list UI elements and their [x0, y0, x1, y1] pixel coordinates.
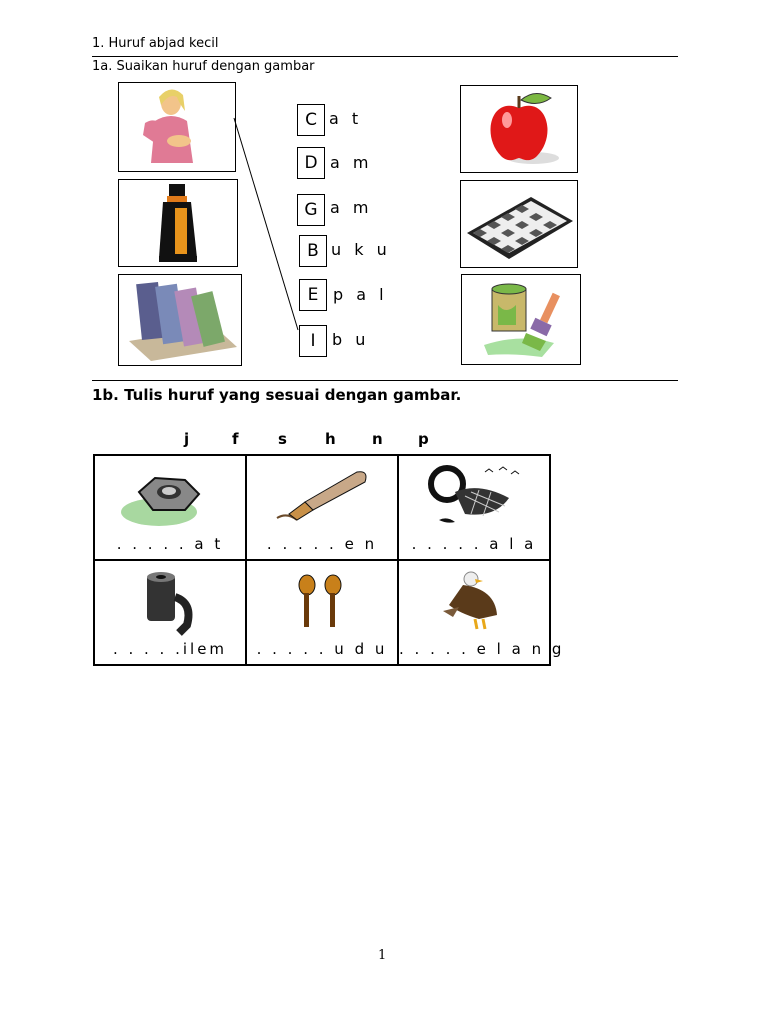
grid-cell: [94, 455, 246, 560]
word-rest: b u: [332, 330, 370, 349]
letter-box-d[interactable]: D: [297, 147, 325, 179]
eagle-icon: [399, 567, 549, 637]
word-rest: a m: [330, 198, 373, 217]
choice-letter: f: [232, 430, 239, 448]
grid-cell: [94, 560, 246, 665]
choice-letter: n: [372, 430, 383, 448]
word-rest: p a l: [333, 285, 388, 304]
letter-box-g[interactable]: G: [297, 194, 325, 226]
spoons-icon: [247, 567, 397, 637]
grid-cell: [398, 455, 550, 560]
chessboard-picture: [460, 180, 578, 268]
letter-box-b[interactable]: B: [299, 235, 327, 267]
choice-letter: h: [325, 430, 336, 448]
grid-cell: [398, 560, 565, 665]
pen-icon: [247, 462, 397, 532]
net-icon: [399, 462, 549, 532]
word-rest: u k u: [331, 240, 391, 259]
letter-box-e[interactable]: E: [299, 279, 327, 311]
divider: [92, 380, 678, 381]
word-caption: . . . . .ilem: [112, 640, 228, 658]
grid-cell: [246, 455, 398, 560]
word-caption: . . . . . e l a n g: [399, 640, 565, 658]
word-rest: a m: [330, 153, 373, 172]
letter-box-c[interactable]: C: [297, 104, 325, 136]
nut-icon: [95, 462, 245, 532]
word-caption: . . . . . a l a: [411, 535, 537, 553]
word-caption: . . . . . a t: [116, 535, 224, 553]
answer-grid: [93, 454, 565, 666]
paint-picture: [461, 274, 581, 365]
match-line: [0, 0, 768, 400]
word-caption: . . . . . u d u: [256, 640, 388, 658]
letter-box-i[interactable]: I: [299, 325, 327, 357]
word-caption: . . . . . e n: [266, 535, 378, 553]
apple-icon: [461, 86, 577, 172]
word-rest: a t: [329, 109, 363, 128]
film-icon: [95, 567, 245, 637]
choice-letter: s: [278, 430, 287, 448]
section-b-title: 1b. Tulis huruf yang sesuai dengan gambar.: [92, 386, 462, 404]
chessboard-icon: [461, 181, 577, 267]
paint-can-brush-icon: [462, 275, 580, 364]
grid-cell: [246, 560, 398, 665]
choice-letter: p: [418, 430, 429, 448]
page-title: 1. Huruf abjad kecil: [92, 36, 219, 51]
page-number: 1: [378, 948, 387, 963]
section-a-title: 1a. Suaikan huruf dengan gambar: [92, 59, 315, 74]
choice-letter: j: [184, 430, 190, 448]
apple-picture: [460, 85, 578, 173]
